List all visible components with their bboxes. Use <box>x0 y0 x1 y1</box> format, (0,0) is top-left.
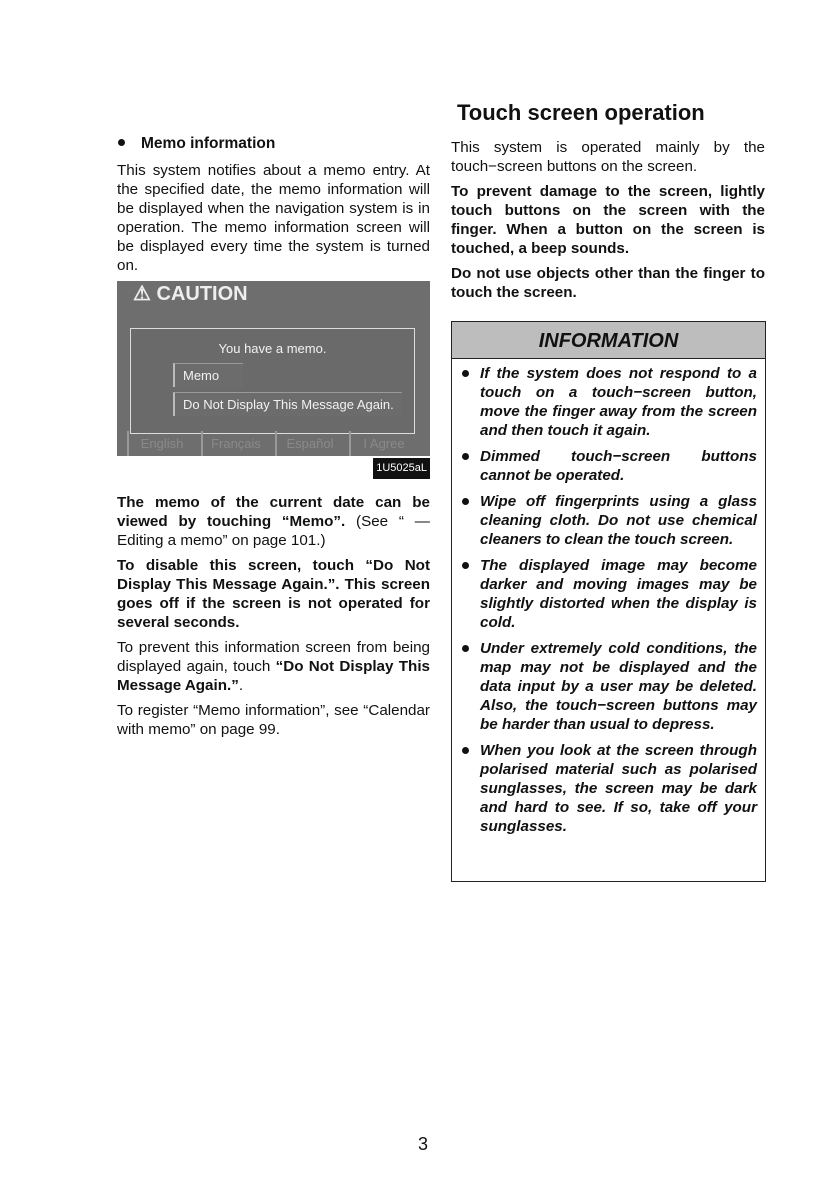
list-item <box>460 556 757 632</box>
text: To prevent this information screen from being displayed again, touch <box>117 639 430 675</box>
intro-paragraph: This system notifies about a memo entry. At the specified date, the memo information will be displayed when the navigation system is in operation. The memo information screen will be displayed every time the system is turned on. <box>117 162 430 274</box>
item-text: Dimmed touch−screen buttons cannot be operated. <box>480 448 757 484</box>
list-item <box>460 364 757 440</box>
bullet-icon <box>462 370 469 377</box>
caution-text: CAUTION <box>156 283 248 305</box>
bullet-icon <box>462 453 469 460</box>
bullet-icon <box>462 645 469 652</box>
text: . <box>238 677 244 694</box>
bold-text: The memo of the current date can be viewed by touching “Memo”. <box>117 494 430 530</box>
item-text: The displayed image may become darker and moving images may be slightly distorted when the display is cold. <box>480 557 757 631</box>
list-item <box>460 639 757 734</box>
paragraph-operation: This system is operated mainly by the touch−screen buttons on the screen. <box>451 139 765 175</box>
language-espanol-button[interactable]: Español <box>275 431 343 456</box>
memo-screen-illustration <box>117 281 430 456</box>
paragraph-prevent-damage: To prevent damage to the screen, lightly touch buttons on the screen with the finger. When a button on the screen is touched, a beep sounds. <box>451 183 765 257</box>
dialog-message: You have a memo. <box>218 341 327 356</box>
list-item <box>460 741 757 836</box>
list-item <box>460 447 757 485</box>
bullet-icon <box>118 139 125 146</box>
bullet-icon <box>462 562 469 569</box>
item-text: Under extremely cold conditions, the map may not be displayed and the data input by a user may be deleted. Also, the touch−screen buttons may be harder than usual to depress. <box>480 640 757 733</box>
section-title: Touch screen operation <box>457 100 705 125</box>
language-bar <box>127 431 417 456</box>
paragraph-finger-only: Do not use objects other than the finger to touch the screen. <box>451 265 765 301</box>
do-not-display-button[interactable]: Do Not Display This Message Again. <box>173 392 402 416</box>
memo-dialog <box>130 328 415 434</box>
paragraph-register: To register “Memo information”, see “Calendar with memo” on page 99. <box>117 702 430 738</box>
bullet-icon <box>462 747 469 754</box>
paragraph-prevent <box>117 638 430 695</box>
left-column <box>117 134 430 745</box>
language-francais-button[interactable]: Français <box>201 431 269 456</box>
information-box <box>451 321 766 882</box>
page-number: 3 <box>418 1134 429 1154</box>
paragraph-disable: To disable this screen, touch “Do Not Display This Message Again.”. This screen goes off if the screen is not operated for several seconds. <box>117 557 430 631</box>
language-english-button[interactable]: English <box>127 431 195 456</box>
item-text: If the system does not respond to a touch on a touch−screen button, move the finger away from the screen and then touch it again. <box>480 365 757 439</box>
figure-code: 1U5025aL <box>373 458 430 479</box>
right-column <box>451 138 765 308</box>
memo-information-heading <box>117 134 430 153</box>
item-text: Wipe off fingerprints using a glass cleaning cloth. Do not use chemical cleaners to clean the touch screen. <box>480 493 757 548</box>
list-item <box>460 492 757 549</box>
reference-text: (See “ — Editing a memo” on page 101.) <box>117 513 430 549</box>
heading-text: Memo information <box>141 135 276 152</box>
bold-text: “Do Not Display This Message Again.” <box>117 658 430 694</box>
caution-title: ⚠ CAUTION <box>133 283 248 305</box>
bullet-icon <box>462 498 469 505</box>
information-title: INFORMATION <box>452 322 765 359</box>
information-list <box>452 359 765 836</box>
item-text: When you look at the screen through polarised material such as polarised sunglasses, the screen may be dark and hard to see. If so, take off your sunglasses. <box>480 742 757 835</box>
i-agree-button[interactable]: I Agree <box>349 431 417 456</box>
memo-button[interactable]: Memo <box>173 363 243 387</box>
paragraph-memo-view <box>117 493 430 550</box>
